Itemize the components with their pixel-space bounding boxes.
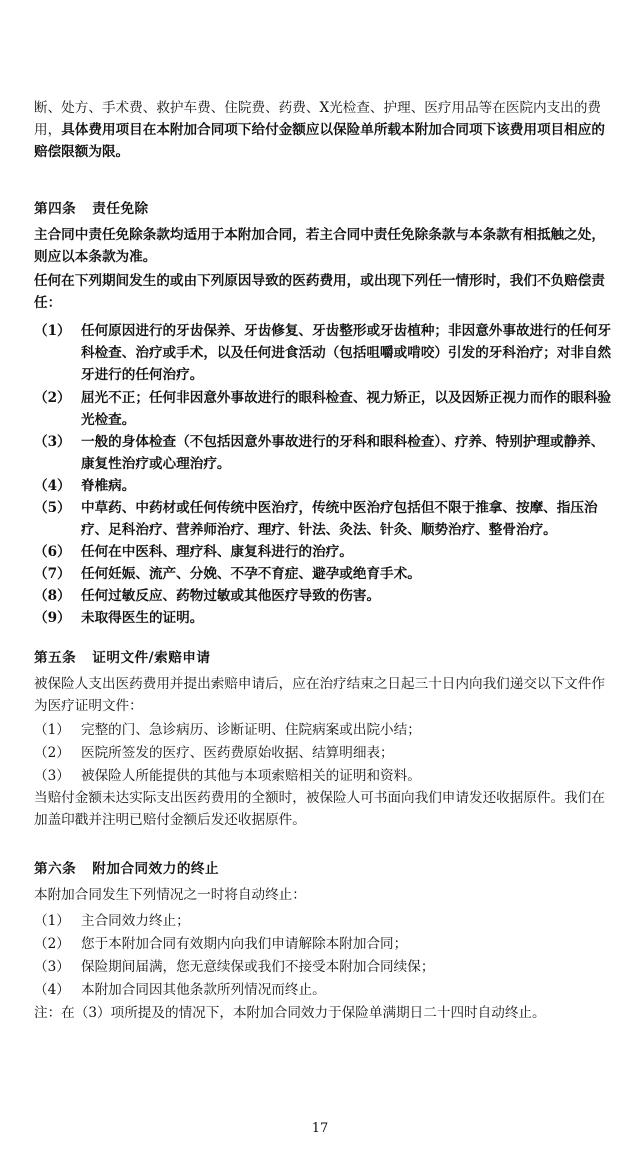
article-6-number: 第六条 [34,861,77,877]
article-6-heading [34,858,219,880]
item-text: 任何原因进行的牙齿保养、牙齿修复、牙齿整形或牙齿植种；非因意外事故进行的任何牙科检查、治疗或手术，以及任何进食活动（包括咀嚼或啃咬）引发的牙科治疗；对非自然牙进行的任何治疗。 [81,323,612,383]
article-5-heading [34,647,211,669]
article-6-note: 注：在（3）项所提及的情况下，本附加合同效力于保险单满期日二十四时自动终止。 [34,1005,546,1021]
item-text: 保险期间届满，您无意续保或我们不接受本附加合同续保； [81,959,435,975]
article-4-item-6 [34,541,616,563]
article-4-title: 责任免除 [92,201,149,217]
item-text: 未取得医生的证明。 [81,610,204,626]
article-6-item-1 [34,910,616,932]
article-5-item-2 [34,742,616,764]
article-4-item-7 [34,563,616,585]
item-number: （2） [34,936,70,952]
item-number: （3） [34,768,70,784]
item-text: 屈光不正；任何非因意外事故进行的眼科检查、视力矫正，以及因矫正视力而作的眼科验光检查。 [81,390,612,428]
article-6-title: 附加合同效力的终止 [92,861,220,877]
item-text: 您于本附加合同有效期内向我们申请解除本附加合同； [81,936,408,952]
item-text: 被保险人所能提供的其他与本项索赔相关的证明和资料。 [81,768,421,784]
item-text: 脊椎病。 [81,478,136,494]
item-number: （5） [34,500,71,516]
item-number: （8） [34,588,71,604]
article-5-item-1 [34,719,616,741]
article-4-item-1 [34,320,616,386]
article-4-number: 第四条 [34,201,77,217]
article-5-paragraph-2: 当赔付金额未达实际支出医药费用的全额时，被保险人可书面向我们申请发还收据原件。我们在加盖印戳并注明已赔付金额后发还收据原件。 [34,790,605,828]
article-6-paragraph-1: 本附加合同发生下列情况之一时将自动终止： [34,887,306,903]
article-5-number: 第五条 [34,650,77,666]
item-text: 任何过敏反应、药物过敏或其他医疗导致的伤害。 [81,588,381,604]
continuation-paragraph [34,97,614,163]
item-number: （6） [34,544,71,560]
item-number: （4） [34,982,70,998]
article-4-item-9 [34,607,616,629]
article-4-item-2 [34,387,616,431]
article-4-item-3 [34,431,616,475]
item-text: 医院所签发的医疗、医药费原始收据、结算明细表； [81,745,394,761]
article-4-item-8 [34,585,616,607]
article-6-item-3 [34,956,616,978]
item-number: （2） [34,745,70,761]
item-text: 任何妊娠、流产、分娩、不孕不育症、避孕或绝育手术。 [81,566,421,582]
item-number: （4） [34,478,71,494]
item-text: 任何在中医科、理疗科、康复科进行的治疗。 [81,544,353,560]
item-text: 本附加合同因其他条款所列情况而终止。 [81,982,326,998]
article-5-title: 证明文件/索赔申请 [92,650,211,666]
item-text: 主合同效力终止； [81,913,190,929]
article-4-paragraph-2: 任何在下列期间发生的或由下列原因导致的医药费用，或出现下列任一情形时，我们不负赔偿责任： [34,273,605,311]
item-number: （9） [34,610,71,626]
item-number: （2） [34,390,71,406]
continuation-bold-text: 具体费用项目在本附加合同项下给付金额应以保险单所载本附加合同项下该费用项目相应的赔偿限额为限。 [34,122,605,160]
item-number: （1） [34,323,71,339]
item-number: （1） [34,722,70,738]
article-6-item-2 [34,933,616,955]
item-text: 完整的门、急诊病历、诊断证明、住院病案或出院小结； [81,722,421,738]
item-text: 中草药、中药材或任何传统中医治疗，传统中医治疗包括但不限于推拿、按摩、指压治疗、足科治疗、营养师治疗、理疗、针法、灸法、针灸、顺势治疗、整骨治疗。 [81,500,598,538]
article-6-item-4 [34,979,616,1001]
article-5-paragraph-1: 被保险人支出医药费用并提出索赔申请后，应在治疗结束之日起三十日内向我们递交以下文件作为医疗证明文件： [34,676,605,714]
page-number: 17 [311,1121,329,1136]
item-number: （3） [34,434,71,450]
item-number: （7） [34,566,71,582]
article-4-item-4 [34,475,616,497]
item-number: （1） [34,913,70,929]
item-number: （3） [34,959,70,975]
continuation-text: 断、处方、手术费、救护车费、住院费、药费、X光检查、护理、医疗用品等在医院内支出的费用， [34,100,602,138]
article-5-item-3 [34,765,616,787]
article-4-item-5 [34,497,616,541]
item-text: 一般的身体检查（不包括因意外事故进行的牙科和眼科检查）、疗养、特别护理或静养、康复性治疗或心理治疗。 [81,434,605,472]
article-4-heading [34,198,149,220]
article-4-paragraph-1: 主合同中责任免除条款均适用于本附加合同，若主合同中责任免除条款与本条款有相抵触之处，则应以本条款为准。 [34,227,605,265]
